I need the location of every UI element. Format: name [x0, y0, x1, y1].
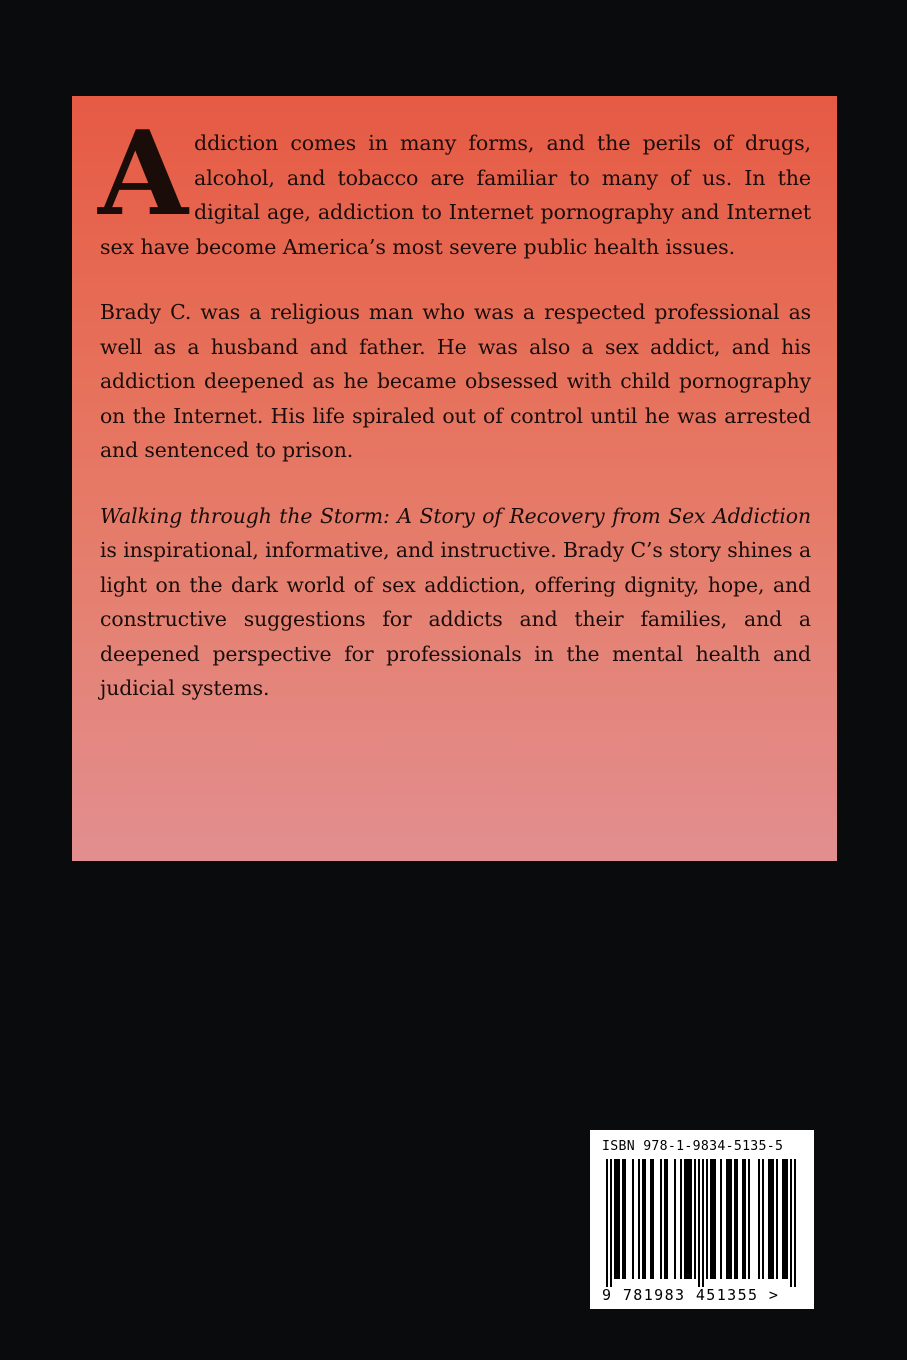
barcode-bar — [698, 1159, 700, 1287]
barcode-bar — [622, 1159, 624, 1279]
barcode-bar — [674, 1159, 676, 1279]
barcode-bar — [702, 1159, 704, 1287]
barcode-bar — [762, 1159, 764, 1279]
drop-cap-letter: A — [98, 106, 187, 242]
barcode-bar — [624, 1159, 626, 1279]
isbn-label: ISBN 978-1-9834-5135-5 — [602, 1139, 784, 1154]
isbn-barcode-box — [590, 1130, 814, 1309]
barcode-bar — [644, 1159, 646, 1279]
barcode-bar — [664, 1159, 666, 1279]
blurb-paragraph-1 — [98, 106, 811, 264]
barcode-bar — [614, 1159, 616, 1279]
barcode-bar — [782, 1159, 784, 1279]
barcode-bar — [714, 1159, 716, 1279]
barcode-bar — [728, 1159, 730, 1279]
barcode-bar — [720, 1159, 722, 1279]
barcode-bar — [772, 1159, 774, 1279]
barcode-bar — [686, 1159, 688, 1279]
barcode-bar — [784, 1159, 786, 1279]
barcode-bar — [638, 1159, 640, 1279]
barcode-bar — [742, 1159, 744, 1279]
barcode-bar — [736, 1159, 738, 1279]
blurb-paragraph-3-text: is inspirational, informative, and instructive. Brady C’s story shines a light on the dark world of sex addiction, offering dignity, hope, and constructive suggestions for addicts and their families, and a deepened perspective for professionals in the mental health and judicial systems. — [100, 538, 811, 700]
barcode-bar — [652, 1159, 654, 1279]
blurb-paragraph-2: Brady C. was a religious man who was a respected professional as well as a husband and father. He was also a sex addict, and his addiction deepened as he became obsessed with child pornography on the Internet. His life spiraled out of control until he was arrested and sentenced to prison. — [100, 300, 811, 462]
barcode-bar — [610, 1159, 612, 1287]
barcode-bar — [794, 1159, 796, 1287]
barcode-bar — [632, 1159, 634, 1279]
barcode-bar — [618, 1159, 620, 1279]
barcode-bar — [666, 1159, 668, 1279]
barcode-bar — [680, 1159, 682, 1279]
blurb-paragraph-3 — [100, 499, 811, 706]
barcode-bar — [688, 1159, 690, 1279]
barcode-bar — [684, 1159, 686, 1279]
blurb-paragraph-1-text: ddiction comes in many forms, and the perils of drugs, alcohol, and tobacco are familiar to many of us. In the digital age, addiction to Internet pornography and Internet sex have become America’s most severe public health issues. — [100, 131, 811, 259]
barcode-bar — [650, 1159, 652, 1279]
barcode-bar — [790, 1159, 792, 1287]
barcode-bar — [616, 1159, 618, 1279]
barcode-bar — [748, 1159, 750, 1279]
barcode-bar — [758, 1159, 760, 1279]
barcode-digits: 9 781983 451355 > — [602, 1286, 780, 1304]
barcode-bar — [712, 1159, 714, 1279]
barcode-bar — [730, 1159, 732, 1279]
barcode-bar — [744, 1159, 746, 1279]
barcode-bar — [660, 1159, 662, 1279]
barcode-bars — [602, 1159, 802, 1287]
barcode-bar — [786, 1159, 788, 1279]
barcode-bar — [690, 1159, 692, 1279]
barcode-bar — [776, 1159, 778, 1279]
barcode-bar — [768, 1159, 770, 1279]
barcode-bar — [606, 1159, 608, 1287]
back-cover-blurb-panel — [72, 96, 837, 861]
book-title-italic: Walking through the Storm: A Story of Recovery from Sex Addiction — [100, 503, 811, 528]
barcode-bar — [726, 1159, 728, 1279]
barcode-bar — [770, 1159, 772, 1279]
barcode-bar — [642, 1159, 644, 1279]
barcode-bar — [706, 1159, 708, 1279]
barcode-bar — [734, 1159, 736, 1279]
barcode-bar — [710, 1159, 712, 1279]
barcode-bar — [694, 1159, 696, 1279]
